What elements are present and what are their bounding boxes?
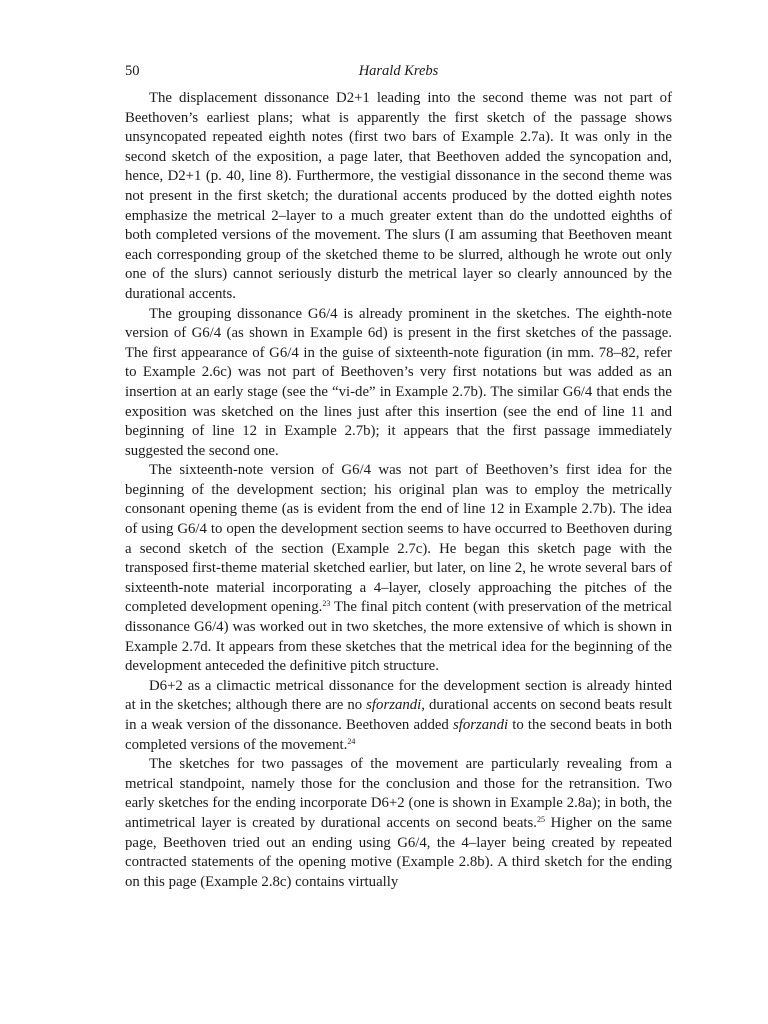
page-number: 50 [125,63,140,79]
footnote-ref: 24 [347,736,356,746]
text-run: The grouping dissonance G6/4 is already prominent in the sketches. The eighth-note version of G6/4 (as shown in Example 6d) is present in the first sketches of the passage. The first appearance of G6/4 in the guise of sixteenth-note figuration (in mm. 78–82, refer to Example 2.6c) was not part of Beethoven’s very first notations but was added as an insertion at an early stage (see the “vi-de” in Example 2.7b). The similar G6/4 that ends the exposition was sketched on the lines just after this insertion (see the end of line 11 and beginning of line 12 in Example 2.7b); it appears that the first passage immediately suggested the second one. [125,305,672,459]
text-run: The sketches for two passages of the movement are particularly revealing from a metrical standpoint, namely those for the conclusion and those for the retransition. Two early sketches for the ending incorporate D6+2 (one is shown in Example 2.8a); in both, the antimetrical layer is created by durational accents on second beats. [125,756,672,831]
book-page [125,59,672,892]
text-run: The displacement dissonance D2+1 leading into the second theme was not part of Beethoven’s earliest plans; what is apparently the first sketch of the passage shows unsyncopated repeated eighth notes (first two bars of Example 2.7a). It was only in the second sketch of the exposition, a page later, that Beethoven added the syncopation and, hence, D2+1 (p. 40, line 8). Furthermore, the vestigial dissonance in the second theme was not present in the first sketch; the durational accents produced by the dotted eighth notes emphasize the metrical 2–layer to a much greater extent than do the undotted eighths of both completed versions of the movement. The slurs (I am assuming that Beethoven meant each corresponding group of the sketched theme to be slurred, although he wrote out only one of the slurs) cannot seriously disturb the metrical layer so clearly announced by the durational accents. [125,90,672,302]
text-run: durational accents on second beats result in a weak version of the dissonance. Beethoven added [125,697,672,733]
paragraph-1 [125,89,672,305]
text-run: Higher on the same page, Beethoven tried out an ending using G6/4, the 4–layer being created by repeated contracted statements of the opening motive (Example 2.8b). A third sketch for the ending on this page (Example 2.8c) contains virtually [125,814,672,890]
italic-run: sforzandi, [366,697,425,714]
footnote-ref: 25 [537,814,546,824]
text-run: D6+2 as a climactic metrical dissonance for the development section is already hinted at in the sketches; although there are no [125,677,672,714]
body-text [125,89,672,892]
footnote-ref: 23 [322,599,331,609]
paragraph-4 [125,677,672,755]
text-run: The sixteenth-note version of G6/4 was not part of Beethoven’s first idea for the beginning of the development section; his original plan was to employ the metrically consonant opening theme (as is evident from the end of line 12 in Example 2.7b). The idea of using G6/4 to open the development section seems to have occurred to Beethoven during a second sketch of the section (Example 2.7c). He began this sketch page with the transposed first-theme material sketched earlier, but later, on line 2, he wrote several bars of sixteenth-note material incorporating a 4–layer, closely approaching the pitches of the completed development opening. [125,462,672,616]
italic-run: sforzandi [453,717,509,733]
paragraph-3 [125,461,672,677]
paragraph-2 [125,305,672,462]
paragraph-5 [125,755,672,892]
text-run: to the second beats in both completed versions of the movement. [125,717,672,753]
running-head [125,59,672,83]
text-run: The final pitch content (with preservation of the metrical dissonance G6/4) was worked out in two sketches, the more extensive of which is shown in Example 2.7d. It appears from these sketches that the metrical idea for the beginning of the development anteceded the definitive pitch structure. [125,599,672,675]
running-title: Harald Krebs [358,63,439,79]
